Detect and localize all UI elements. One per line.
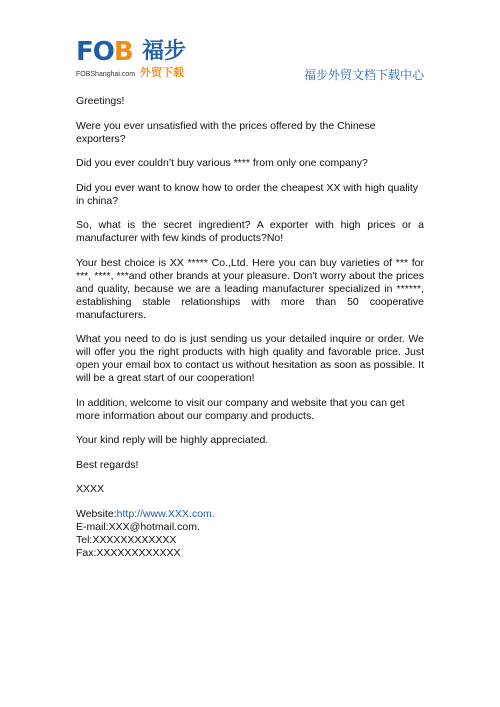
letter-paragraph-6: What you need to do is just sending us your detailed inquire or order. We will offer you the right products with high quality and favorable price. Just open your email box to contact us without hesitation as soon as possible. It will be a great start of our cooperation! bbox=[76, 333, 424, 384]
header-title: 福步外贸文档下载中心 bbox=[303, 68, 424, 82]
letter-paragraph-3: Did you ever want to know how to order the cheapest XX with high quality in china? bbox=[76, 181, 419, 207]
logo-site-name: FOBShanghai.com bbox=[76, 71, 136, 78]
logo-mark bbox=[76, 38, 133, 66]
contact-fax: Fax:XXXXXXXXXXXX bbox=[76, 546, 181, 559]
contact-tel: Tel:XXXXXXXXXXXX bbox=[76, 533, 177, 546]
letter-paragraph-5: Your best choice is XX ***** Co.,Ltd. Here you can buy varieties of *** for ***, ****, ***and other brands at your pleasure. Don't worry about the prices and quality, because we are a leading manufacturer specialized in ******, establishing stable relationships with more than 50 cooperative manufacturers. bbox=[76, 256, 424, 321]
website-label: Website: bbox=[76, 507, 117, 520]
letter-paragraph-1: Were you ever unsatisfied with the prices offered by the Chinese exporters? bbox=[76, 119, 376, 145]
contact-email: E-mail:XXX@hotmail.com. bbox=[76, 520, 200, 533]
letter-signature: XXXX bbox=[76, 483, 105, 495]
contact-block bbox=[76, 508, 424, 560]
letter-greeting: Greetings! bbox=[76, 95, 125, 107]
letter-closing: Best regards! bbox=[76, 458, 139, 471]
logo-mark-fo: FO bbox=[76, 37, 114, 67]
page-header bbox=[0, 0, 500, 88]
fob-logo bbox=[76, 36, 206, 84]
logo-mark-b: B bbox=[113, 37, 133, 67]
letter-paragraph-2: Did you ever couldn’t buy various **** from only one company? bbox=[76, 157, 368, 169]
website-link[interactable]: http://www.XXX.com. bbox=[116, 507, 215, 520]
contact-website bbox=[76, 508, 424, 521]
letter-paragraph-8: Your kind reply will be highly appreciated. bbox=[76, 434, 269, 446]
logo-tagline: 外贸下载 bbox=[140, 67, 184, 79]
letter-paragraph-7: In addition, welcome to visit our company and website that you can get more information about our company and products. bbox=[76, 396, 405, 422]
logo-chinese-name: 福步 bbox=[142, 38, 187, 63]
letter-body bbox=[76, 95, 424, 560]
letter-paragraph-4: So, what is the secret ingredient? A exporter with high prices or a manufacturer with few kinds of products?No! bbox=[76, 219, 424, 244]
